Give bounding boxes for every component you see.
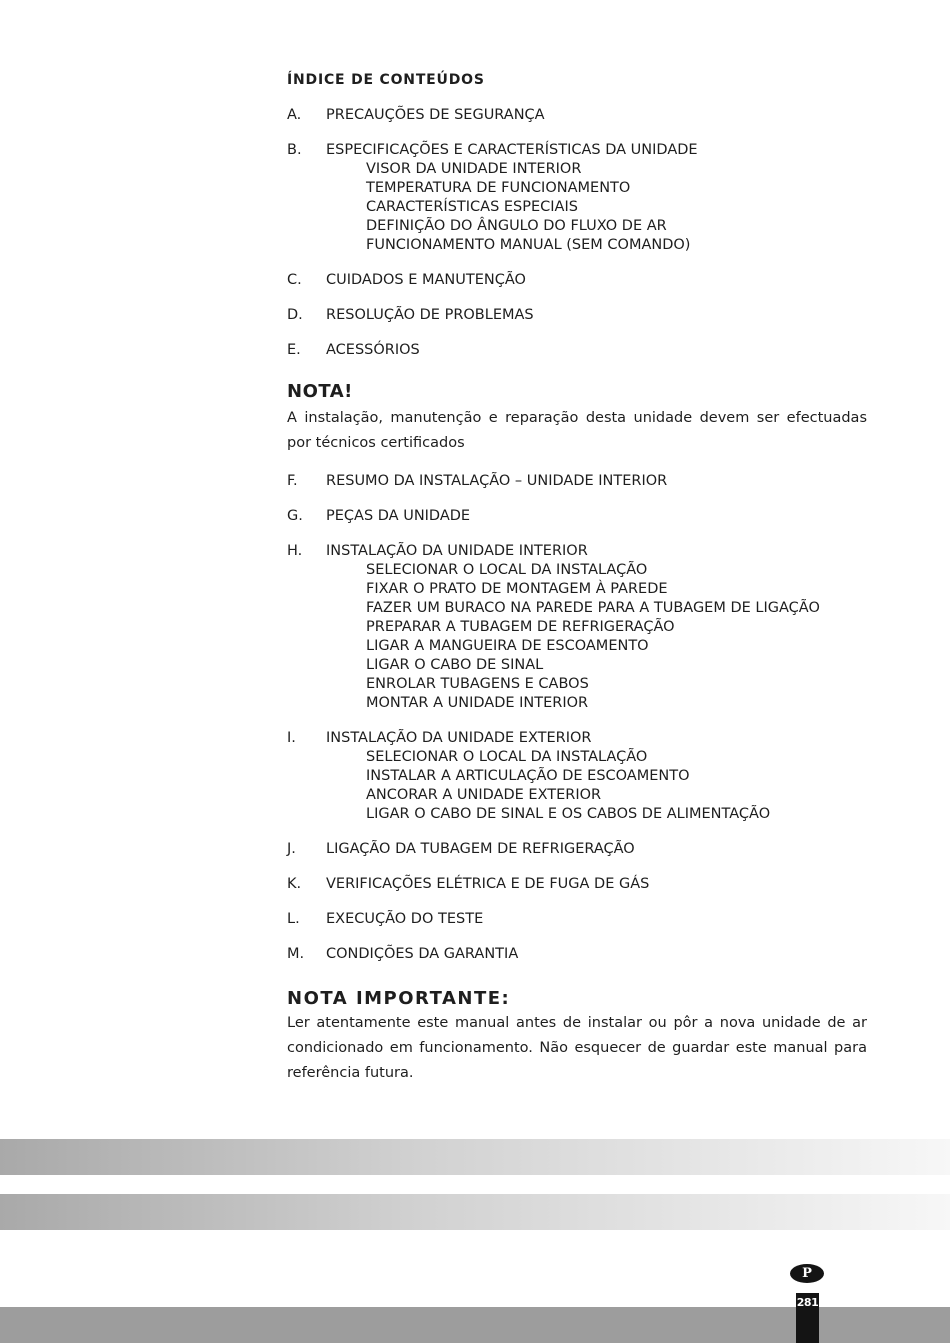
document-content xyxy=(287,70,867,1102)
toc-entry-letter: L. xyxy=(287,911,300,927)
toc-subentry-list xyxy=(287,561,867,713)
toc-section xyxy=(287,472,867,491)
toc-subentry: ENROLAR TUBAGENS E CABOS xyxy=(366,676,589,692)
toc-entry-label: VERIFICAÇÕES ELÉTRICA E DE FUGA DE GÁS xyxy=(326,876,650,892)
toc-entry-label: PRECAUÇÕES DE SEGURANÇA xyxy=(326,107,545,123)
page-number: 281 xyxy=(796,1293,819,1343)
toc-entry-letter: H. xyxy=(287,543,303,559)
toc-entry-label: CUIDADOS E MANUTENÇÃO xyxy=(326,272,526,288)
important-note-title: NOTA IMPORTANTE: xyxy=(287,988,511,1009)
toc-section xyxy=(287,910,867,929)
toc-subentry: PREPARAR A TUBAGEM DE REFRIGERAÇÃO xyxy=(366,619,675,635)
decorative-band-top xyxy=(0,1139,950,1175)
toc-section-list-b xyxy=(287,472,867,964)
note-text: A instalação, manutenção e reparação desta unidade devem ser efectuadas por técnicos certificados xyxy=(287,410,867,451)
toc-entry-label: CONDIÇÕES DA GARANTIA xyxy=(326,946,519,962)
toc-subentry-list xyxy=(287,160,867,255)
toc-entry xyxy=(287,106,867,125)
toc-subentry: LIGAR O CABO DE SINAL E OS CABOS DE ALIMENTAÇÃO xyxy=(366,806,771,822)
decorative-band-bottom xyxy=(0,1194,950,1230)
toc-entry xyxy=(287,472,867,491)
toc-entry-letter: G. xyxy=(287,508,303,524)
toc-entry xyxy=(287,507,867,526)
toc-section xyxy=(287,507,867,526)
important-note-text: Ler atentamente este manual antes de instalar ou pôr a nova unidade de ar condicionado em funcionamento. Não esquecer de guardar este manual para referência futura. xyxy=(287,1015,867,1081)
toc-section xyxy=(287,306,867,325)
toc-section xyxy=(287,341,867,360)
toc-subentry: SELECIONAR O LOCAL DA INSTALAÇÃO xyxy=(366,562,648,578)
toc-entry-letter: E. xyxy=(287,342,301,358)
toc-entry-letter: M. xyxy=(287,946,305,962)
toc-entry-letter: C. xyxy=(287,272,302,288)
toc-section xyxy=(287,106,867,125)
toc-section xyxy=(287,945,867,964)
toc-entry xyxy=(287,910,867,929)
toc-entry-label: PEÇAS DA UNIDADE xyxy=(326,508,471,524)
toc-entry xyxy=(287,875,867,894)
toc-entry-letter: K. xyxy=(287,876,302,892)
toc-subentry: ANCORAR A UNIDADE EXTERIOR xyxy=(366,787,602,803)
toc-entry-label: INSTALAÇÃO DA UNIDADE EXTERIOR xyxy=(326,730,592,746)
toc-section xyxy=(287,271,867,290)
toc-subentry: VISOR DA UNIDADE INTERIOR xyxy=(366,161,582,177)
toc-entry-label: RESUMO DA INSTALAÇÃO – UNIDADE INTERIOR xyxy=(326,473,668,489)
toc-section xyxy=(287,840,867,859)
toc-subentry: INSTALAR A ARTICULAÇÃO DE ESCOAMENTO xyxy=(366,768,690,784)
toc-entry-label: ACESSÓRIOS xyxy=(326,342,420,358)
toc-title: ÍNDICE DE CONTEÚDOS xyxy=(287,72,485,88)
toc-subentry: TEMPERATURA DE FUNCIONAMENTO xyxy=(366,180,631,196)
toc-entry xyxy=(287,840,867,859)
note-block xyxy=(287,380,867,456)
toc-section xyxy=(287,729,867,824)
toc-subentry-list xyxy=(287,748,867,824)
toc-entry-letter: A. xyxy=(287,107,302,123)
toc-subentry: FIXAR O PRATO DE MONTAGEM À PAREDE xyxy=(366,581,668,597)
toc-section-list-a xyxy=(287,106,867,360)
toc-subentry: CARACTERÍSTICAS ESPECIAIS xyxy=(366,199,578,215)
toc-entry xyxy=(287,542,867,561)
toc-entry xyxy=(287,306,867,325)
toc-subentry: DEFINIÇÃO DO ÂNGULO DO FLUXO DE AR xyxy=(366,218,667,234)
toc-entry-label: RESOLUÇÃO DE PROBLEMAS xyxy=(326,307,534,323)
toc-subentry: MONTAR A UNIDADE INTERIOR xyxy=(366,695,589,711)
toc-section xyxy=(287,875,867,894)
toc-entry-letter: J. xyxy=(287,841,296,857)
toc-entry-label: ESPECIFICAÇÕES E CARACTERÍSTICAS DA UNIDADE xyxy=(326,142,698,158)
toc-entry xyxy=(287,341,867,360)
toc-section xyxy=(287,542,867,713)
toc-entry-letter: I. xyxy=(287,730,296,746)
important-note-block xyxy=(287,987,867,1086)
toc-entry xyxy=(287,729,867,748)
toc-entry-letter: B. xyxy=(287,142,302,158)
language-badge: P xyxy=(790,1264,824,1283)
toc-subentry: FUNCIONAMENTO MANUAL (SEM COMANDO) xyxy=(366,237,691,253)
toc-subentry: FAZER UM BURACO NA PAREDE PARA A TUBAGEM DE LIGAÇÃO xyxy=(366,600,820,616)
toc-entry-label: INSTALAÇÃO DA UNIDADE INTERIOR xyxy=(326,543,588,559)
toc-entry-letter: F. xyxy=(287,473,298,489)
toc-entry xyxy=(287,271,867,290)
note-title: NOTA! xyxy=(287,381,353,402)
toc-subentry: LIGAR O CABO DE SINAL xyxy=(366,657,544,673)
toc-entry xyxy=(287,945,867,964)
toc-subentry: LIGAR A MANGUEIRA DE ESCOAMENTO xyxy=(366,638,649,654)
toc-entry-label: EXECUÇÃO DO TESTE xyxy=(326,911,484,927)
toc-subentry: SELECIONAR O LOCAL DA INSTALAÇÃO xyxy=(366,749,648,765)
toc-entry-label: LIGAÇÃO DA TUBAGEM DE REFRIGERAÇÃO xyxy=(326,841,635,857)
toc-entry-letter: D. xyxy=(287,307,303,323)
toc-section xyxy=(287,141,867,255)
toc-entry xyxy=(287,141,867,160)
